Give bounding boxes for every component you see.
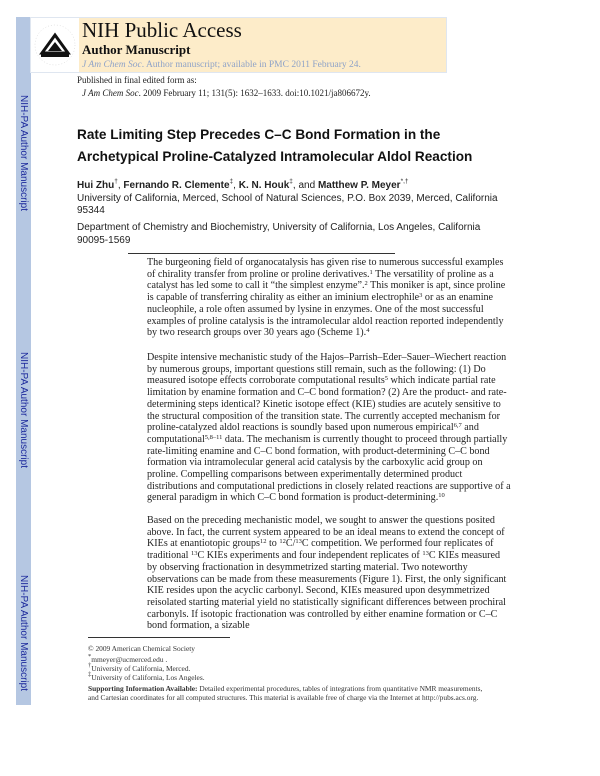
citation-reference[interactable]: 6,7 bbox=[453, 422, 462, 430]
nih-logo-icon bbox=[31, 18, 79, 72]
paragraph-3 bbox=[147, 515, 511, 632]
email-note bbox=[88, 655, 167, 664]
affil1-text: University of California, Merced. bbox=[91, 664, 191, 673]
author-separator: , bbox=[233, 180, 239, 191]
author-list bbox=[77, 180, 409, 191]
author-name: K. N. Houk bbox=[238, 180, 290, 191]
citation-reference[interactable]: 12 bbox=[279, 538, 286, 546]
affil2-note bbox=[88, 673, 205, 682]
citation-reference[interactable]: 13 bbox=[191, 550, 198, 558]
paragraph-text: Based on the preceding mechanistic model, we sought to answer the questions posited above. In fact, the current system appeared to be an ideal means to extend the concept of KIEs at enantiotopic groups bbox=[147, 515, 505, 550]
citation-reference[interactable]: 5,8–11 bbox=[204, 433, 223, 441]
paragraph-text: This moniker is apt, since proline is capable of transferring chirality as either an iminium electrophile bbox=[147, 280, 506, 304]
citation-reference[interactable]: 13 bbox=[422, 550, 429, 558]
author-affiliation-mark: *,† bbox=[400, 178, 409, 185]
author-name: Matthew P. Meyer bbox=[317, 180, 401, 191]
affil2-text: University of California, Los Angeles. bbox=[91, 673, 205, 682]
supporting-info-text-1: Detailed experimental procedures, tables of integrations from quantitative NMR measurements, bbox=[197, 684, 483, 693]
footnote-divider bbox=[88, 637, 230, 638]
citation-reference[interactable]: 13 bbox=[295, 538, 302, 546]
author-affiliation-mark: † bbox=[114, 178, 118, 185]
affiliation-1-line-1: University of California, Merced, School of Natural Sciences, P.O. Box 2039, Merced, California bbox=[77, 193, 498, 204]
citation-reference[interactable]: 12 bbox=[259, 538, 267, 546]
supporting-info-line-2: and Cartesian coordinates for all computed structures. This material is available free of charge via the Internet at http://pubs.acs.org. bbox=[88, 693, 479, 702]
author-name: Hui Zhu bbox=[77, 180, 115, 191]
citation-reference[interactable]: 10 bbox=[438, 492, 445, 500]
header-divider bbox=[128, 253, 395, 254]
article-title-line-2: Archetypical Proline-Catalyzed Intramolecular Aldol Reaction bbox=[77, 149, 473, 164]
article-title-line-1: Rate Limiting Step Precedes C–C Bond Formation in the bbox=[77, 127, 441, 142]
affiliation-2-line-1: Department of Chemistry and Biochemistry, University of California, Los Angeles, California bbox=[77, 222, 481, 233]
affiliation-2-line-2: 90095-1569 bbox=[77, 235, 131, 246]
affil1-mark: † bbox=[88, 662, 92, 669]
author-separator: , bbox=[117, 180, 124, 191]
sidebar-label-3: NIH-PA Author Manuscript bbox=[18, 574, 29, 691]
author-manuscript-label: Author Manuscript bbox=[82, 42, 191, 57]
supporting-info-line-1 bbox=[88, 684, 482, 693]
published-label: Published in final edited form as: bbox=[77, 75, 197, 85]
author-name: Fernando R. Clemente bbox=[123, 180, 230, 191]
copyright-note: © 2009 American Chemical Society bbox=[88, 644, 196, 653]
citation-text: . 2009 February 11; 131(5): 1632–1633. doi:10.1021/ja806672y. bbox=[138, 88, 371, 98]
paragraph-text: C/ bbox=[285, 538, 296, 550]
paragraph-2 bbox=[147, 352, 511, 504]
paragraph-text: The burgeoning field of organocatalysis has given rise to numerous successful examples of chirality transfer from proline or proline derivatives. bbox=[147, 257, 504, 280]
affil1-note bbox=[88, 664, 190, 673]
email-link[interactable]: mmeyer@ucmerced.edu . bbox=[91, 655, 168, 664]
affiliation-1-line-2: 95344 bbox=[77, 205, 105, 216]
availability-text: . Author manuscript; available in PMC 2011 February 24. bbox=[141, 60, 361, 70]
paragraph-text: and computational bbox=[147, 422, 479, 445]
supporting-info-label: Supporting Information Available: bbox=[88, 684, 198, 693]
nih-public-access-title: NIH Public Access bbox=[82, 18, 242, 42]
citation-reference[interactable]: 1 bbox=[369, 268, 373, 276]
citation-reference[interactable]: 4 bbox=[366, 327, 370, 335]
paragraph-text: or as an enamine nucleophile, a role often assumed by lysine in enzymes. One of the most successful examples of proline catalysis is the intramolecular aldol reaction reported independently by two research groups over 30 years ago (Scheme 1). bbox=[147, 292, 504, 339]
paragraph-text: C KIEs experiments and four independent replicates of bbox=[197, 550, 423, 562]
citation-reference[interactable]: 2 bbox=[364, 280, 368, 288]
paragraph-text: which indicate partial rate limitation by enamine formation and C–C bond formation? (2) Are the product- and rate-determining steps identical? Kinetic isotope effect (KIE) studies are acutely sensitive to the structural composition of the transition state. The currently accepted mechanism for proline-catalyzed aldol reactions is soundly based upon numerous empirical bbox=[147, 375, 507, 434]
citation-journal: J Am Chem Soc bbox=[82, 88, 139, 98]
author-affiliation-mark: ‡ bbox=[289, 178, 293, 185]
journal-abbrev: J Am Chem Soc bbox=[82, 60, 142, 70]
paragraph-text: Despite intensive mechanistic study of the Hajos–Parrish–Eder–Sauer–Wiechert reaction by numerous groups, important questions still remain, such as the following: (1) Do measured isotope effects corroborate computational results bbox=[147, 352, 507, 387]
email-mark: * bbox=[88, 653, 92, 660]
paragraph-text: data. The mechanism is currently thought to proceed through partially rate-limiting enamine and C–C bond formation, with product-determining C–C bond formation via intramolecular general acid catalysis by the carboxylic acid group on proline. Compelling comparisons between experimentally determined product distributions and computational predictions in closely related reactions are supportive of a general paradigm in which C–C bond formation is product-determining. bbox=[147, 433, 511, 504]
author-affiliation-mark: ‡ bbox=[229, 178, 234, 185]
citation-reference[interactable]: 5 bbox=[384, 375, 389, 383]
citation-reference[interactable]: 3 bbox=[419, 292, 423, 300]
citation-line bbox=[82, 88, 371, 98]
paragraph-text: C KIEs measured by observing fractionation in desymmetrized starting material. Two noteworthy observations can be made from these measurements (Figure 1). First, the only significant KIE resides upon the acyclic carbonyl. Second, KIEs measured upon desymmetrized reisolated starting material yield no statistically significant differences between prochiral carbonyls. If isotopic fractionation was controlled by either enamine formation or C–C bond formation, a sizable bbox=[147, 550, 507, 632]
paragraph-text: The versatility of proline as a catalyst has led some to call it “the simplest enzyme”. bbox=[147, 268, 494, 292]
paragraph-text: C competition. We performed four replicates of traditional bbox=[147, 538, 494, 562]
availability-line bbox=[82, 60, 361, 70]
affil2-mark: ‡ bbox=[88, 671, 92, 678]
author-separator: , and bbox=[292, 180, 318, 191]
sidebar-label-2: NIH-PA Author Manuscript bbox=[18, 352, 29, 468]
paragraph-1 bbox=[147, 257, 511, 339]
sidebar-label-1: NIH-PA Author Manuscript bbox=[18, 94, 29, 211]
paragraph-text: to bbox=[266, 538, 280, 550]
